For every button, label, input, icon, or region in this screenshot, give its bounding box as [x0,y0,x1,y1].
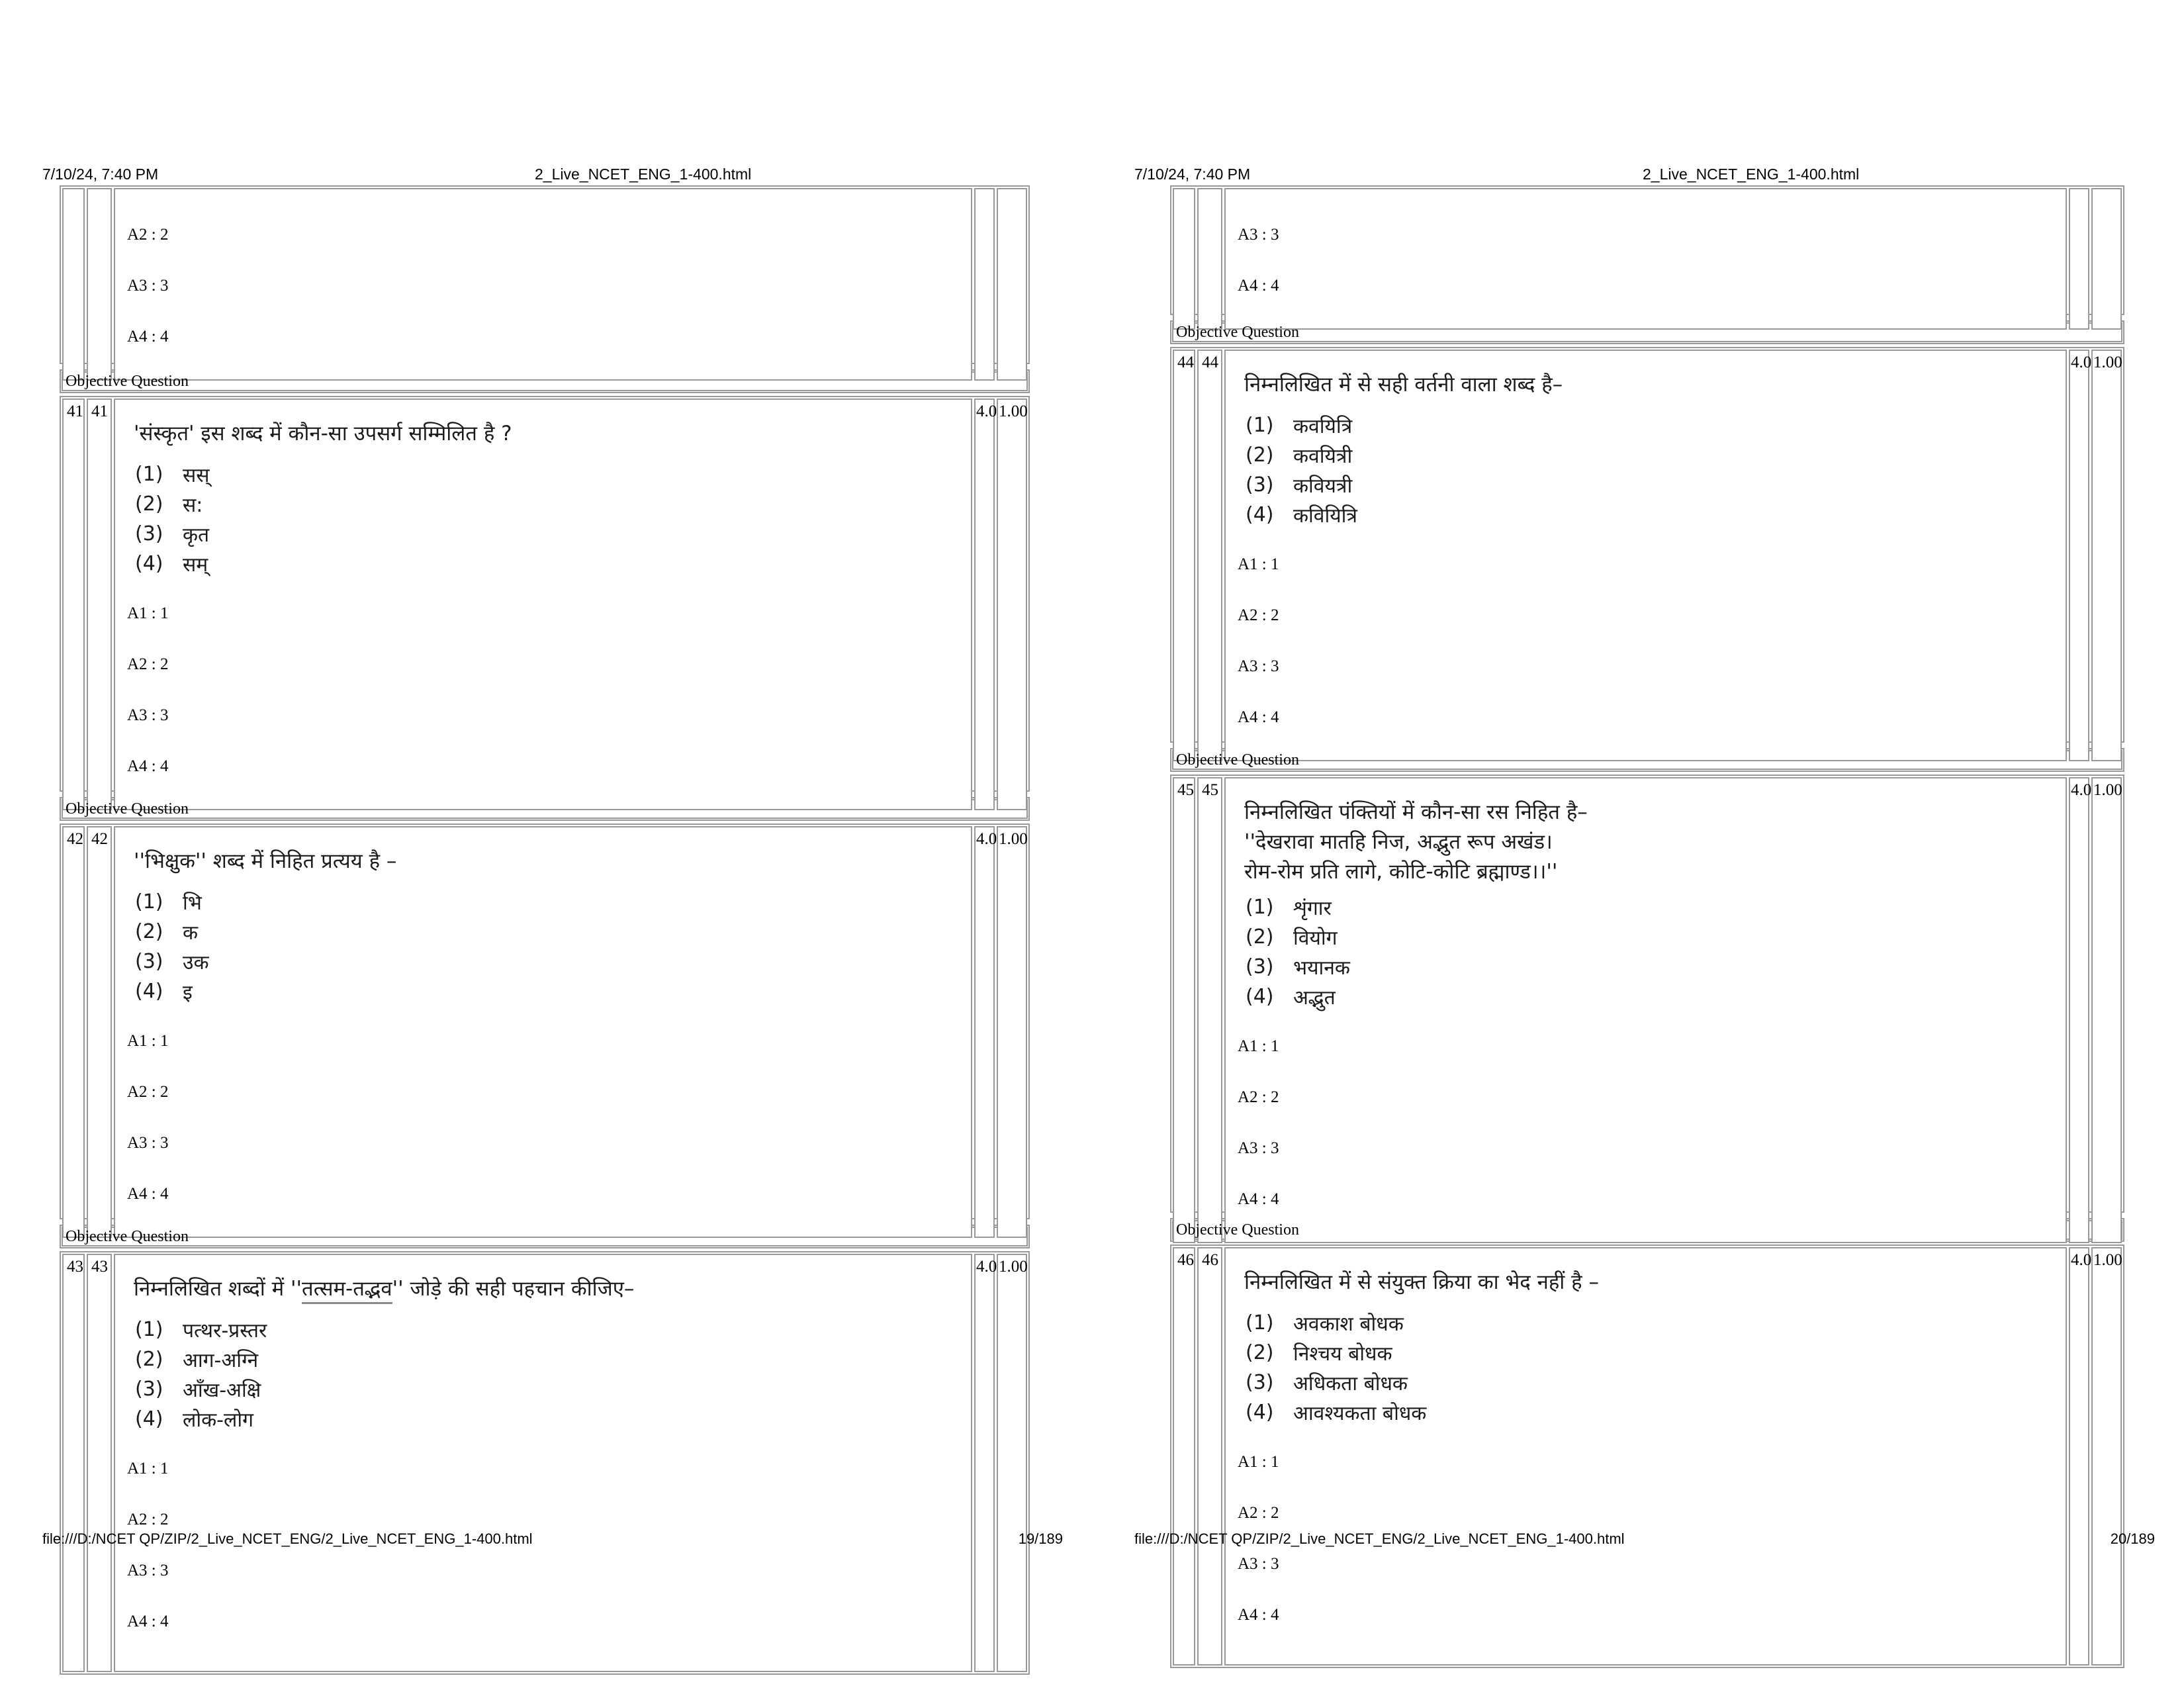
options-list [1246,1308,2066,1427]
negative-marks-cell: 1.00 [997,826,1027,1238]
options-list [135,459,971,579]
option-number: (1) [135,1318,163,1341]
objective-question-label: Objective Question [62,1227,1028,1246]
question-text: 'संस्कृत' इस शब्द में कौन-सा उपसर्ग सम्मिलित है ? [134,422,512,445]
option-row [135,489,971,519]
option-text: कवयित्रि [1293,415,1353,438]
print-footer-page-number: 19/189 [1018,1530,1063,1547]
question-table-45 [1170,774,2124,1213]
option-row [135,1404,971,1434]
answer-line: A1 : 1 [127,1460,169,1477]
answer-line: A4 : 4 [1238,1606,1279,1624]
answer-line: A2 : 2 [1238,1504,1279,1522]
answer-line: A3 : 3 [127,277,169,295]
marks-cell: 4.0 [974,399,995,810]
option-row [135,549,971,579]
negative-marks-cell: 1.00 [2091,777,2122,1243]
verse-line: रोम-रोम प्रति लागे, कोटि-कोटि ब्रह्माण्ड।।'' [1244,860,1558,884]
answer-line: A4 : 4 [1238,708,1279,726]
answer-key-list [1238,1038,2066,1207]
option-row [1246,440,2066,470]
options-list [135,887,971,1006]
option-row [1246,410,2066,440]
option-number: (4) [1246,1401,1274,1424]
print-footer-page-number: 20/189 [2110,1530,2155,1547]
option-row [1246,982,2066,1011]
option-row [135,1315,971,1344]
option-text: अधिकता बोधक [1293,1372,1408,1395]
marks-cell: 4.0 [2069,1247,2089,1665]
option-row [135,459,971,489]
option-row [1246,500,2066,530]
answer-line: A3 : 3 [1238,1139,1279,1157]
page-20 [1092,0,2184,1688]
option-number: (3) [135,1378,163,1401]
answer-line: A3 : 3 [1238,1555,1279,1573]
option-text: सस् [183,464,210,487]
answer-line: A4 : 4 [1238,1190,1279,1208]
answer-line: A4 : 4 [1238,277,1279,295]
option-text: निश्चय बोधक [1293,1342,1392,1366]
question-number-cell: 45 [1173,777,1195,1243]
option-row [135,1344,971,1374]
option-number: (1) [1246,414,1274,437]
option-number: (4) [135,1407,163,1430]
question-table-41 [60,396,1030,792]
option-text: सम् [183,553,208,577]
question-text: निम्नलिखित पंक्तियों में कौन-सा रस निहित है– [1244,800,1588,824]
question-number-cell: 43 [87,1254,112,1672]
question-table-42 [60,823,1030,1219]
option-number: (1) [135,463,163,486]
negative-marks-cell: 1.00 [997,1254,1027,1672]
negative-marks-cell: 1.00 [2091,350,2122,761]
marks-cell: 4.0 [2069,350,2089,761]
question-text: निम्नलिखित में से सही वर्तनी वाला शब्द है– [1244,373,1563,397]
option-text: कवयित्री [1293,445,1353,468]
answer-line: A1 : 1 [127,1032,169,1050]
option-text: कवियत्री [1293,475,1353,498]
option-number: (2) [1246,1341,1274,1364]
option-text: पत्थर-प्रस्तर [183,1319,267,1342]
answer-line: A3 : 3 [1238,226,1279,244]
question-table-44 [1170,347,2124,743]
answer-line: A1 : 1 [1238,1037,1279,1055]
option-row [1246,1397,2066,1427]
marks-cell: 4.0 [974,1254,995,1672]
answer-line: A4 : 4 [127,1613,169,1630]
answer-line: A1 : 1 [1238,555,1279,573]
negative-marks-cell [997,188,1027,381]
option-row [135,1374,971,1404]
answer-line: A2 : 2 [1238,606,1279,624]
question-text: ''भिक्षुक'' शब्द में निहित प्रत्यय है – [134,849,397,873]
option-text: स: [183,494,203,517]
answer-line: A3 : 3 [127,1562,169,1579]
marks-cell [974,188,995,381]
option-number: (1) [135,890,163,914]
question-number-cell: 44 [1197,350,1222,761]
answer-line: A2 : 2 [127,655,169,673]
question-number-cell [87,188,112,381]
underlined-term: तत्सम-तद्भव [302,1277,392,1304]
answer-line: A1 : 1 [127,604,169,622]
question-number-cell: 46 [1173,1247,1195,1665]
negative-marks-cell: 1.00 [2091,1247,2122,1665]
answer-key-list [1238,556,2066,726]
question-number-cell: 45 [1197,777,1222,1243]
question-number-cell: 42 [87,826,112,1238]
answer-line: A3 : 3 [127,706,169,724]
print-footer-url: file:///D:/NCET QP/ZIP/2_Live_NCET_ENG/2_Live_NCET_ENG_1-400.html [42,1530,533,1547]
question-content-cell [1224,777,2067,1243]
options-list [1246,892,2066,1011]
option-row [135,917,971,947]
objective-question-label: Objective Question [62,371,1028,391]
option-row [1246,1338,2066,1368]
option-number: (2) [1246,925,1274,949]
marks-cell: 4.0 [2069,777,2089,1243]
option-number: (3) [135,950,163,973]
option-row [135,519,971,549]
question-content-cell [1224,350,2067,761]
answer-line: A3 : 3 [127,1134,169,1152]
option-number: (3) [1246,1371,1274,1394]
objective-question-label: Objective Question [1172,1220,2122,1240]
verse-line: ''देखरावा मातहि निज, अद्भुत रूप अखंड। [1244,830,1553,854]
option-text: अवकाश बोधक [1293,1313,1404,1336]
option-row [135,947,971,976]
question-content-cell [114,399,972,810]
option-text: आवश्यकता बोधक [1293,1402,1427,1425]
answer-line: A2 : 2 [127,226,169,244]
objective-question-label: Objective Question [62,799,1028,819]
question-table-43 [60,1251,1030,1675]
option-row [1246,1368,2066,1397]
answer-line: A4 : 4 [127,328,169,346]
question-number-cell [1197,188,1222,330]
negative-marks-cell [2091,188,2122,330]
question-number-cell: 46 [1197,1247,1222,1665]
option-row [1246,952,2066,982]
option-number: (3) [1246,955,1274,978]
objective-question-label: Objective Question [1172,322,2122,342]
option-row [135,976,971,1006]
option-text: भयानक [1293,957,1350,980]
option-row [1246,892,2066,922]
option-number: (1) [1246,896,1274,919]
option-number: (4) [1246,985,1274,1008]
option-text: कृत [183,524,210,547]
question-table-46 [1170,1244,2124,1668]
option-number: (1) [1246,1311,1274,1335]
option-row [135,887,971,917]
answer-line: A1 : 1 [1238,1453,1279,1471]
option-text: इ [183,981,193,1004]
answer-line: A2 : 2 [127,1511,169,1528]
answer-key-list [127,1033,971,1202]
option-number: (4) [135,980,163,1003]
option-number: (2) [135,920,163,943]
negative-marks-cell: 1.00 [997,399,1027,810]
option-text: अद्भुत [1293,986,1336,1009]
option-number: (3) [1246,473,1274,496]
option-number: (2) [135,492,163,516]
question-number-cell: 41 [87,399,112,810]
option-text: आग-अग्नि [183,1349,259,1372]
option-number: (2) [1246,444,1274,467]
question-content-cell [114,1254,972,1672]
option-text: भि [183,892,202,915]
question-number-cell: 41 [62,399,85,810]
marks-cell [2069,188,2089,330]
option-number: (4) [1246,503,1274,526]
question-content-cell [1224,188,2067,330]
option-text: क [183,921,199,945]
option-text: लोक-लोग [183,1409,253,1432]
print-header-title: 2_Live_NCET_ENG_1-400.html [535,165,752,183]
option-number: (4) [135,552,163,575]
option-text: आँख-अक्षि [183,1379,261,1402]
option-number: (2) [135,1348,163,1371]
option-text: उक [183,951,209,974]
answer-key-list [127,605,971,774]
question-number-cell: 44 [1173,350,1195,761]
option-text: शृंगार [1293,897,1332,920]
marks-cell: 4.0 [974,826,995,1238]
objective-question-label: Objective Question [1172,750,2122,770]
answer-line: A2 : 2 [1238,1088,1279,1106]
question-table-partial [1170,185,2124,315]
question-table-partial [60,185,1030,364]
print-header-datetime: 7/10/24, 7:40 PM [1134,165,1251,183]
option-text: कवियित्रि [1293,504,1357,528]
print-header-title: 2_Live_NCET_ENG_1-400.html [1643,165,1860,183]
question-text: निम्नलिखित शब्दों में ''तत्सम-तद्भव'' जोड़े की सही पहचान कीजिए– [134,1274,971,1304]
option-row [1246,1308,2066,1338]
options-list [135,1315,971,1434]
answer-line: A4 : 4 [127,1185,169,1203]
option-text: वियोग [1293,927,1338,950]
print-footer-url: file:///D:/NCET QP/ZIP/2_Live_NCET_ENG/2_Live_NCET_ENG_1-400.html [1134,1530,1625,1547]
answer-line: A4 : 4 [127,757,169,775]
question-number-cell: 42 [62,826,85,1238]
question-content-cell [114,188,972,381]
question-text: निम्नलिखित में से संयुक्त क्रिया का भेद नहीं है – [1244,1270,1599,1294]
answer-line: A2 : 2 [127,1083,169,1101]
option-row [1246,470,2066,500]
option-row [1246,922,2066,952]
question-number-cell [62,188,85,381]
question-number-cell [1173,188,1195,330]
options-list [1246,410,2066,530]
option-number: (3) [135,522,163,545]
answer-line: A3 : 3 [1238,657,1279,675]
print-header-datetime: 7/10/24, 7:40 PM [42,165,159,183]
question-number-cell: 43 [62,1254,85,1672]
question-content-cell [1224,1247,2067,1665]
question-content-cell [114,826,972,1238]
